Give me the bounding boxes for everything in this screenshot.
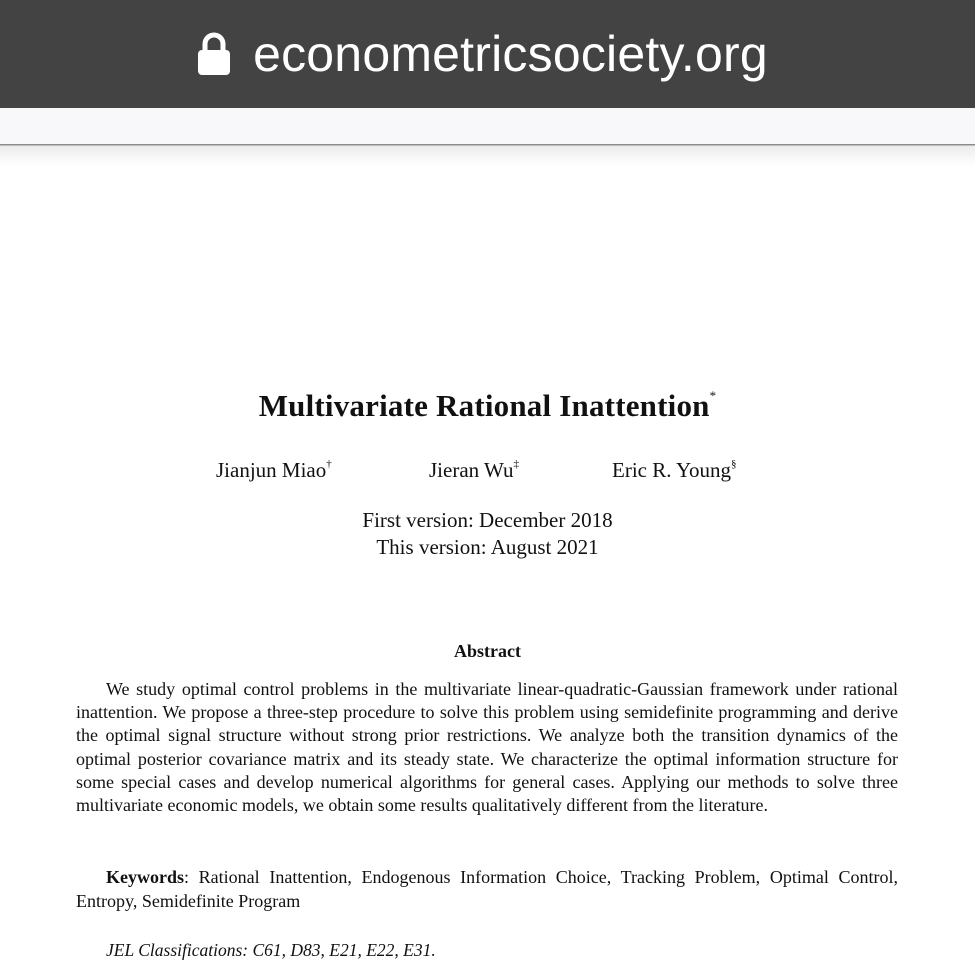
jel-classifications: JEL Classifications: C61, D83, E21, E22, E31. (106, 940, 436, 960)
title-footnote-mark: * (709, 388, 717, 403)
page-top-edge (0, 145, 975, 166)
browser-toolbar (0, 108, 975, 145)
this-version: This version: August 2021 (376, 535, 599, 559)
url-text[interactable]: econometricsociety.org (253, 26, 768, 82)
abstract-text: We study optimal control problems in the multivariate linear-quadratic-Gaussian framework under rational inattention. We propose a three-step procedure to solve this problem using semidefinite programming and derive the optimal signal structure without strong prior restrictions. We analyze both the transition dynamics of the optimal posterior covariance matrix and its steady state. We characterize the optimal information structure for some special cases and develop numerical algorithms for general cases. Applying our methods to solve three multivariate economic models, we obtain some results qualitatively different from the literature. (76, 679, 898, 816)
author-2: Jieran Wu‡ (429, 458, 519, 482)
document-page (0, 166, 975, 961)
paper-title: Multivariate Rational Inattention* (258, 388, 717, 423)
first-version: First version: December 2018 (362, 508, 613, 532)
keywords-label: Keywords (106, 867, 184, 887)
abstract-heading: Abstract (454, 641, 521, 661)
author-1: Jianjun Miao† (216, 458, 332, 482)
lock-icon (197, 32, 231, 76)
keywords-text: : Rational Inattention, Endogenous Information Choice, Tracking Problem, Optimal Control, Entropy, Semidefinite Program (76, 867, 898, 911)
keywords (76, 866, 898, 913)
address-bar[interactable] (0, 0, 975, 108)
author-3: Eric R. Young§ (612, 458, 737, 482)
